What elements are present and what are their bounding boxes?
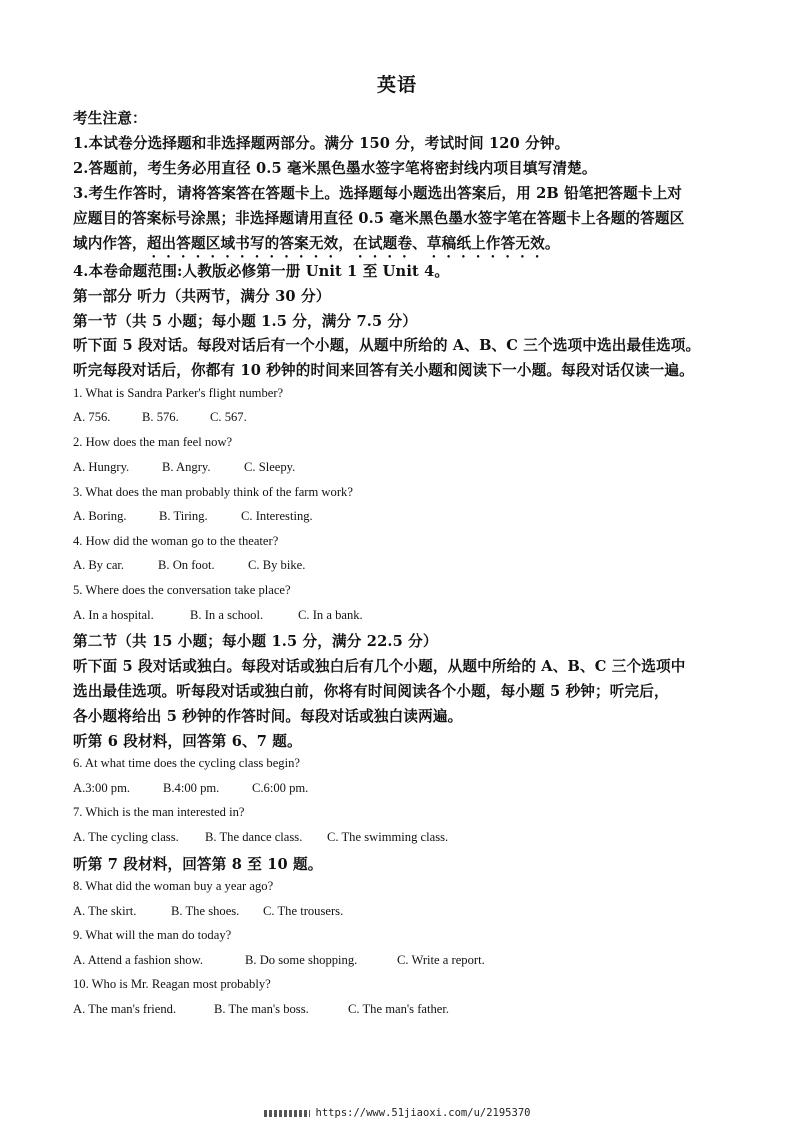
question-3-options	[73, 509, 313, 524]
option-b: B.4:00 pm.	[163, 781, 220, 795]
option-c: C. By bike.	[248, 558, 306, 572]
material-7-heading: 听第 7 段材料，回答第 8 至 10 题。	[73, 856, 323, 873]
option-a: A. The man's friend.	[73, 1002, 177, 1016]
question-6-options	[73, 781, 308, 796]
question-8-options	[73, 904, 343, 919]
option-c: C. Interesting.	[241, 509, 313, 523]
section2-heading: 第二节（共 15 小题；每小题 1.5 分，满分 22.5 分）	[73, 633, 438, 650]
notice-emph-d: 在试题卷、草稿纸上作答无效	[353, 235, 545, 252]
option-b: B. The man's boss.	[214, 1002, 309, 1016]
question-7: 7. Which is the man interested in?	[73, 805, 245, 819]
notice-emph-a: 域内作答，	[73, 235, 147, 252]
part1-heading: 第一部分 听力（共两节，满分 30 分）	[73, 288, 331, 305]
question-10-options	[73, 1002, 449, 1017]
option-c: C. In a bank.	[298, 608, 363, 622]
section2-instruction-1: 听下面 5 段对话或独白。每段对话或独白后有几个小题，从题中所给的 A、B、C 三个选项中	[73, 658, 686, 675]
notice-item-3: 3.考生作答时，请将答案答在答题卡上。选择题每小题选出答案后，用 2B 铅笔把答题卡上对	[73, 185, 683, 202]
option-c: C. 567.	[210, 410, 247, 424]
notice-item-4: 4.本卷命题范围:人教版必修第一册 Unit 1 至 Unit 4。	[73, 263, 450, 280]
question-9: 9. What will the man do today?	[73, 928, 232, 942]
option-a: A.3:00 pm.	[73, 781, 131, 795]
question-1: 1. What is Sandra Parker's flight number?	[73, 386, 284, 400]
notice-emph-c: ，	[338, 235, 354, 252]
section1-instruction-1: 听下面 5 段对话。每段对话后有一个小题，从题中所给的 A、B、C 三个选项中选出最佳选项。	[73, 337, 701, 354]
footer-url-link[interactable]: https://www.51jiaoxi.com/u/2195370	[315, 1107, 531, 1119]
question-2-options	[73, 460, 295, 475]
question-5-options	[73, 608, 363, 623]
option-a: A. Attend a fashion show.	[73, 953, 204, 967]
question-1-options	[73, 410, 247, 425]
section2-instruction-2: 选出最佳选项。听每段对话或独白前，你将有时间阅读各个小题，每小题 5 秒钟；听完后，	[73, 683, 669, 700]
option-b: B. In a school.	[190, 608, 264, 622]
question-8: 8. What did the woman buy a year ago?	[73, 879, 274, 893]
option-c: C. The trousers.	[263, 904, 344, 918]
question-4: 4. How did the woman go to the theater?	[73, 534, 279, 548]
option-a: A. The cycling class.	[73, 830, 179, 844]
question-3: 3. What does the man probably think of the farm work?	[73, 485, 353, 499]
option-c: C. The swimming class.	[327, 830, 449, 844]
option-c: C. Write a report.	[397, 953, 485, 967]
option-b: B. Tiring.	[159, 509, 208, 523]
option-b: B. Angry.	[162, 460, 211, 474]
question-6: 6. At what time does the cycling class begin?	[73, 756, 300, 770]
option-b: B. The shoes.	[171, 904, 240, 918]
section2-instruction-3: 各小题将给出 5 秒钟的作答时间。每段对话或独白读两遍。	[73, 708, 463, 725]
question-2: 2. How does the man feel now?	[73, 435, 233, 449]
question-5: 5. Where does the conversation take place?	[73, 583, 291, 597]
option-a: A. In a hospital.	[73, 608, 154, 622]
option-b: B. 576.	[142, 410, 179, 424]
question-10: 10. Who is Mr. Reagan most probably?	[73, 977, 271, 991]
question-9-options	[73, 953, 485, 968]
notice-item-3-cont: 应题目的答案标号涂黑；非选择题请用直径 0.5 毫米黑色墨水签字笔在答题卡上各题的答题区	[73, 210, 685, 227]
option-c: C. Sleepy.	[244, 460, 296, 474]
section1-heading: 第一节（共 5 小题；每小题 1.5 分，满分 7.5 分）	[73, 313, 418, 330]
option-b: B. On foot.	[158, 558, 215, 572]
site-logo-icon	[264, 1110, 310, 1117]
footer	[0, 1107, 794, 1119]
question-4-options	[73, 558, 305, 573]
option-a: A. By car.	[73, 558, 125, 572]
notice-item-2: 2.答题前，考生务必用直径 0.5 毫米黑色墨水签字笔将密封线内项目填写清楚。	[73, 160, 597, 177]
notice-heading: 考生注意：	[73, 110, 147, 127]
notice-item-1: 1.本试卷分选择题和非选择题两部分。满分 150 分，考试时间 120 分钟。	[73, 135, 570, 152]
option-c: C. The man's father.	[348, 1002, 450, 1016]
notice-emph-e: 。	[544, 235, 560, 252]
option-c: C.6:00 pm.	[252, 781, 309, 795]
option-b: B. Do some shopping.	[245, 953, 358, 967]
option-b: B. The dance class.	[205, 830, 303, 844]
question-7-options	[73, 830, 448, 845]
option-a: A. The skirt.	[73, 904, 137, 918]
notice-emph-b: 超出答题区域书写的答案无效	[146, 235, 339, 252]
notice-item-3-emphasis	[73, 232, 560, 261]
page-title: 英语	[376, 74, 417, 96]
option-a: A. 756.	[73, 410, 111, 424]
section1-instruction-2: 听完每段对话后，你都有 10 秒钟的时间来回答有关小题和阅读下一小题。每段对话仅读一遍。	[73, 362, 694, 379]
option-a: A. Hungry.	[73, 460, 130, 474]
material-6-heading: 听第 6 段材料，回答第 6、7 题。	[73, 733, 302, 750]
option-a: A. Boring.	[73, 509, 127, 523]
